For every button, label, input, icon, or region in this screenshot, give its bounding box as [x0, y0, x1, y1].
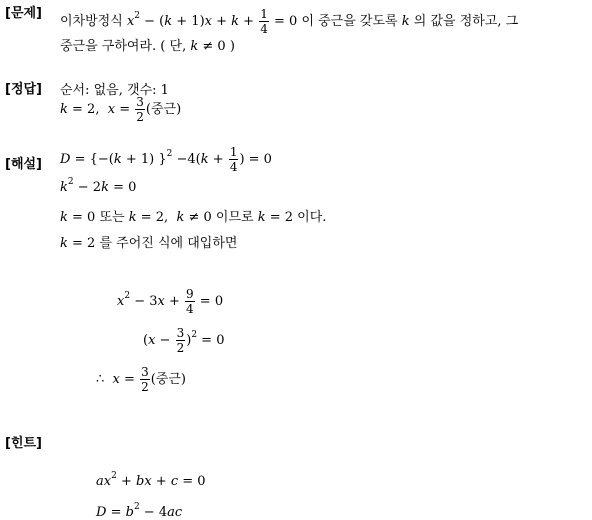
- explanation-line-1: D = {−(k + 1) }$^2$ −4(k + $\frac{1}{4}$ ) = 0: [60, 145, 272, 174]
- problem-text-tail: 의 값을 정하고, 그: [413, 14, 519, 29]
- explanation-jung-geun: (중근): [150, 372, 186, 387]
- problem-line-2-text: 중근을 구하여라. ( 단,: [60, 39, 187, 54]
- problem-line-2-end: ): [229, 39, 235, 54]
- explanation-line-4: k = 2 를 주어진 식에 대입하면: [60, 236, 238, 251]
- problem-line-2: [60, 35, 235, 54]
- problem-condition: k ≠ 0: [190, 39, 226, 54]
- hint-eq-1: $ax^2$ + bx + c = 0: [96, 471, 206, 489]
- hint-label: [힌트]: [5, 436, 42, 451]
- explanation-line-3: k = 0 또는 k = 2, k ≠ 0 이므로 k = 2 이다.: [60, 210, 327, 225]
- explanation-ida: 이다.: [297, 210, 327, 225]
- answer-line-1: 순서: 없음, 갯수: 1: [60, 83, 169, 98]
- answer-label: [정답]: [5, 82, 42, 97]
- explanation-eq-3: ∴ x = $\frac{3}{2}$ (중근): [96, 365, 186, 394]
- hint-eq-2: $D = b^2 - 4ac$: [96, 502, 183, 520]
- explanation-imeuro: 이므로: [215, 210, 254, 225]
- answer-jung-geun: (중근): [145, 102, 182, 117]
- explanation-eq-1: $x^2 - 3x$ + $\frac{9}{4}$ = 0: [117, 287, 224, 316]
- explanation-eq-2: (x − $\frac{3}{2}$ )$^2$ = 0: [143, 326, 225, 355]
- explanation-or-text: 또는: [99, 210, 125, 225]
- problem-text-prefix: 이차방정식: [60, 14, 123, 29]
- explanation-substitute: 를 주어진 식에 대입하면: [99, 236, 238, 251]
- problem-line-1: [60, 8, 518, 35]
- problem-equation: $x^2 - (k + 1)x + k$ + $\frac{1}{4}$ = 0: [126, 7, 298, 36]
- answer-equation: k = 2, x = $\frac{3}{2}$: [60, 95, 144, 124]
- problem-text-suffix: 이 중근을 갖도록: [301, 14, 398, 29]
- problem-label: [문제]: [5, 6, 42, 21]
- problem-var-k: k: [401, 14, 410, 29]
- explanation-label: [해설]: [5, 157, 42, 172]
- answer-line-2: [60, 96, 181, 123]
- explanation-line-2: $k^2 - 2k = 0$: [60, 177, 137, 195]
